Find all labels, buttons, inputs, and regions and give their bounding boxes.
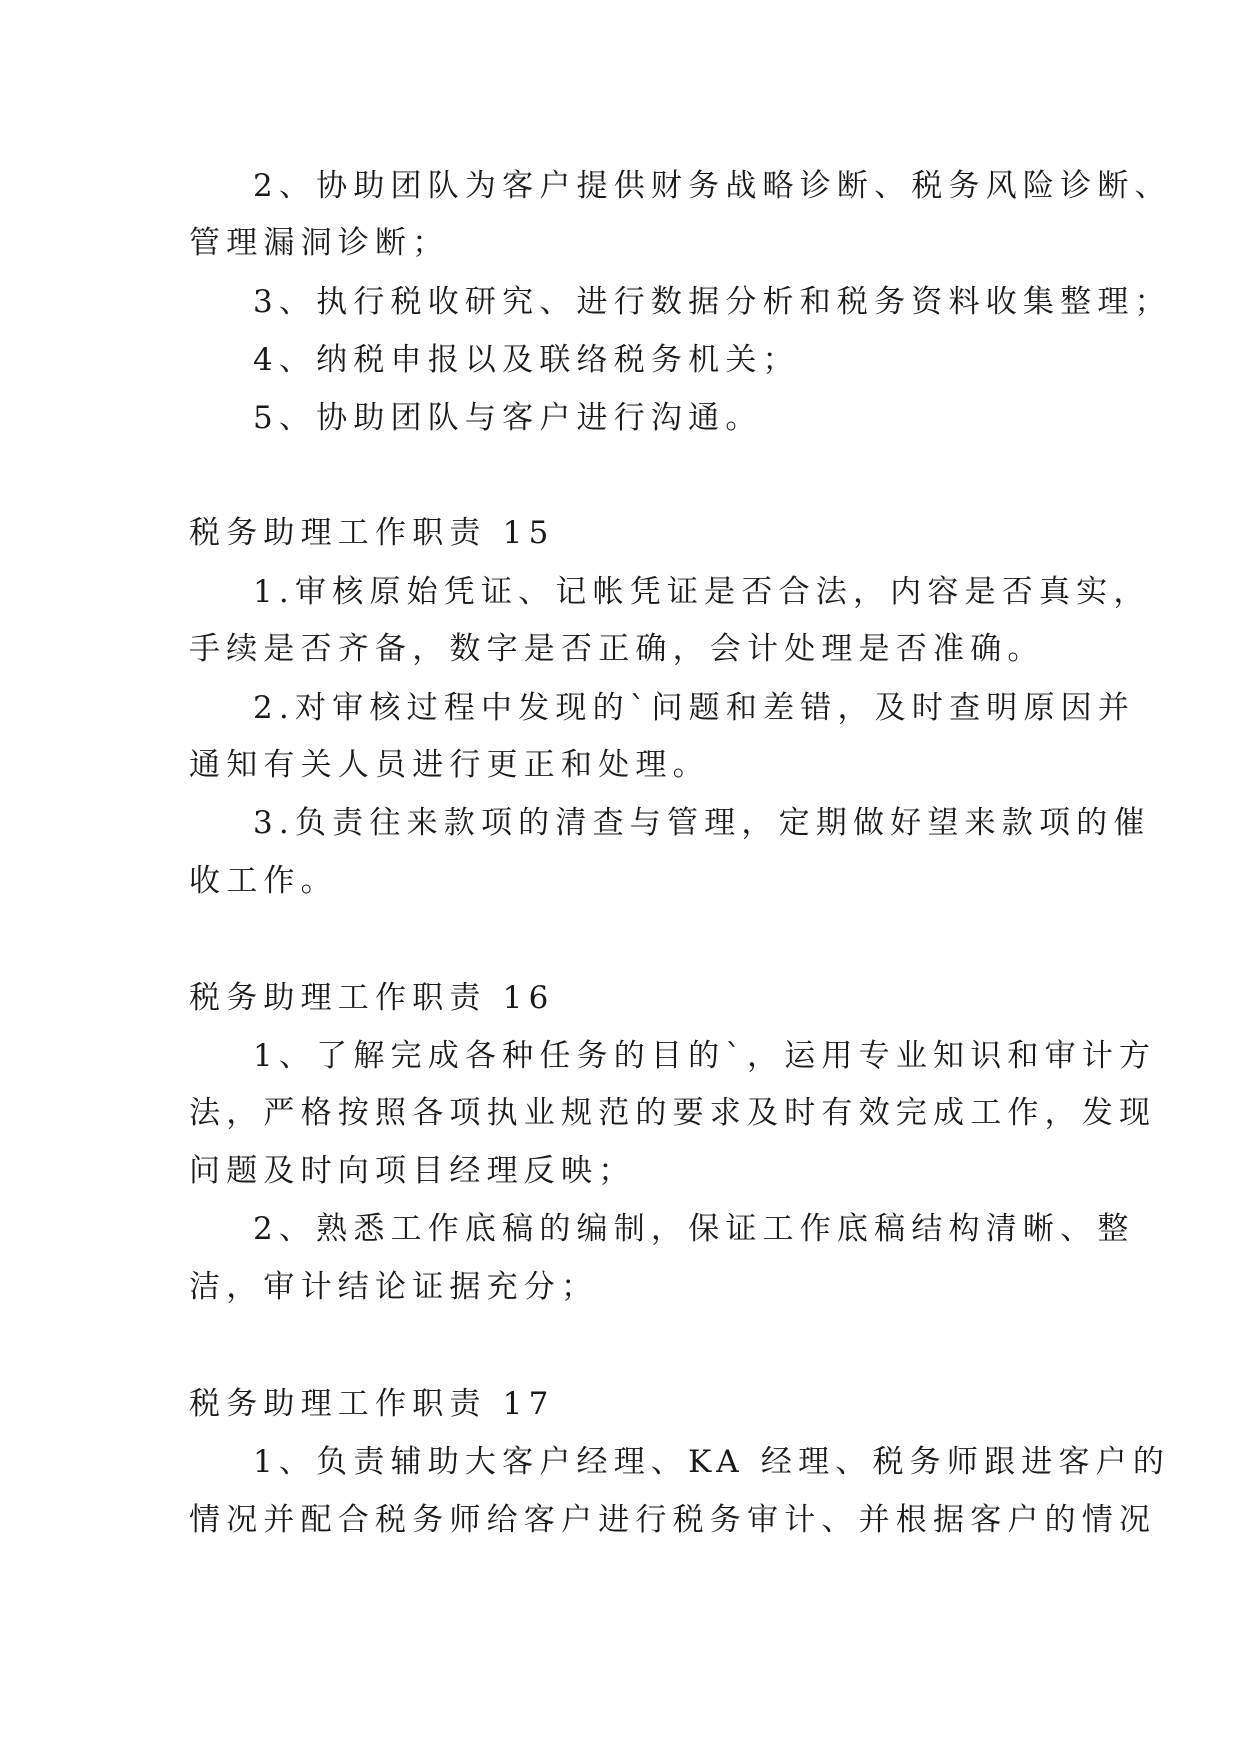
paragraph-line: 4、纳税申报以及联络税务机关； [253, 342, 800, 378]
paragraph-line: 手续是否齐备，数字是否正确，会计处理是否准确。 [189, 631, 1045, 667]
section-heading: 税务助理工作职责 15 [189, 515, 555, 551]
paragraph-line: 情况并配合税务师给客户进行税务审计、并根据客户的情况 [189, 1502, 1157, 1538]
paragraph-line: 1、负责辅助大客户经理、KA 经理、税务师跟进客户的 [253, 1444, 1171, 1480]
paragraph-line: 2.对审核过程中发现的`问题和差错，及时查明原因并 [253, 690, 1136, 726]
paragraph-line: 3.负责往来款项的清查与管理，定期做好望来款项的催 [253, 805, 1151, 841]
paragraph-line: 1、了解完成各种任务的目的`，运用专业知识和审计方 [253, 1038, 1157, 1074]
paragraph-line: 通知有关人员进行更正和处理。 [189, 747, 710, 783]
paragraph-line: 1.审核原始凭证、记帐凭证是否合法，内容是否真实， [253, 574, 1151, 610]
paragraph-line: 管理漏洞诊断； [189, 225, 450, 261]
paragraph-line: 3、执行税收研究、进行数据分析和税务资料收集整理； [253, 284, 1172, 320]
paragraph-line: 2、熟悉工作底稿的编制，保证工作底稿结构清晰、整 [253, 1211, 1135, 1247]
paragraph-line: 5、协助团队与客户进行沟通。 [253, 400, 763, 436]
paragraph-line: 洁，审计结论证据充分； [189, 1269, 599, 1305]
paragraph-line: 问题及时向项目经理反映； [189, 1153, 636, 1189]
paragraph-line: 收工作。 [189, 863, 338, 899]
section-heading: 税务助理工作职责 17 [189, 1386, 555, 1422]
section-heading: 税务助理工作职责 16 [189, 980, 555, 1016]
paragraph-line: 法，严格按照各项执业规范的要求及时有效完成工作，发现 [189, 1095, 1157, 1131]
paragraph-line: 2、协助团队为客户提供财务战略诊断、税务风险诊断、 [253, 168, 1172, 204]
